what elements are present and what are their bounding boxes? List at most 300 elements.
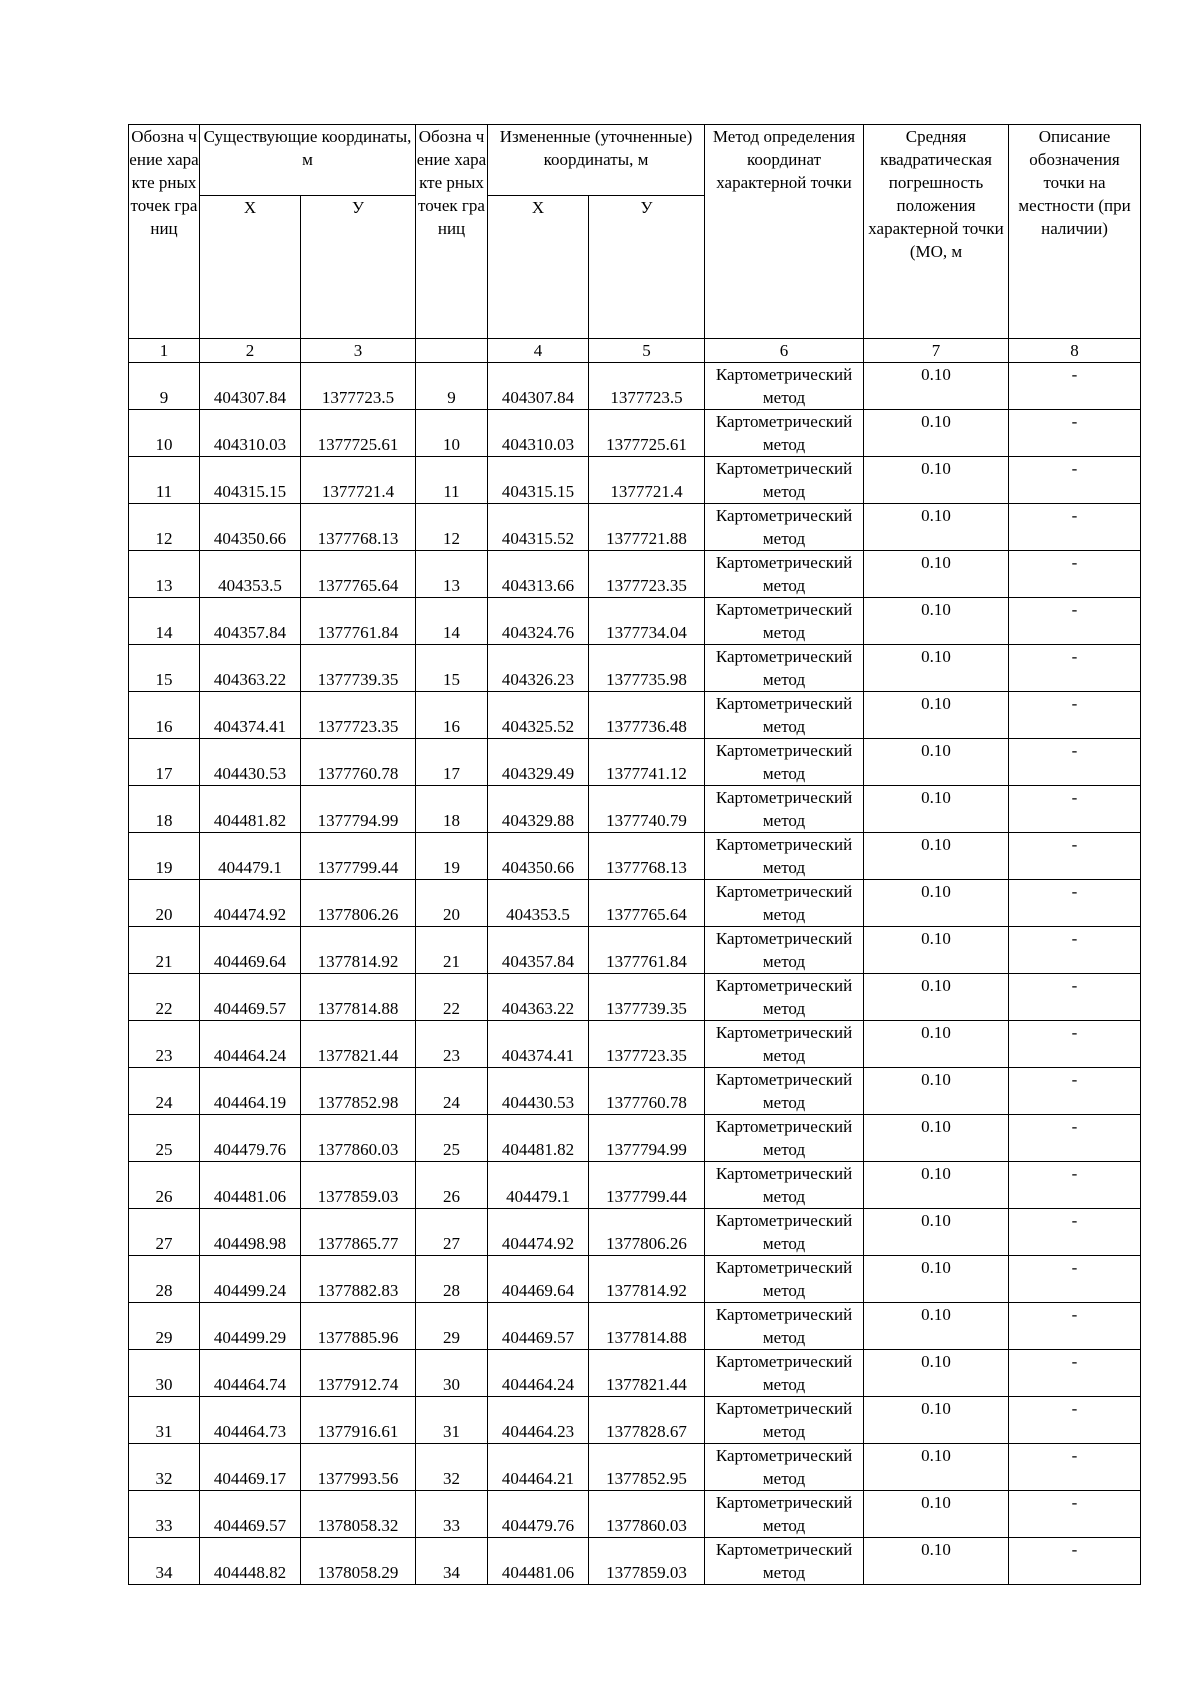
point-changed: 24 xyxy=(416,1068,488,1115)
method-line: метод xyxy=(762,1140,806,1159)
point-existing: 27 xyxy=(129,1209,200,1256)
method-line: Картометрический xyxy=(715,788,853,807)
x-existing: 404464.19 xyxy=(200,1068,301,1115)
point-changed: 13 xyxy=(416,551,488,598)
y-changed: 1377741.12 xyxy=(589,739,705,786)
method-line: метод xyxy=(762,1516,806,1535)
y-existing: 1377799.44 xyxy=(301,833,416,880)
x-changed: 404481.06 xyxy=(488,1538,589,1585)
table-row xyxy=(129,457,1141,504)
method-line: метод xyxy=(762,1469,806,1488)
point-existing: 15 xyxy=(129,645,200,692)
method-line: Картометрический xyxy=(715,1070,853,1089)
table-row xyxy=(129,1115,1141,1162)
method-cell xyxy=(705,1021,864,1068)
point-changed: 18 xyxy=(416,786,488,833)
y-existing: 1377852.98 xyxy=(301,1068,416,1115)
description-cell: - xyxy=(1009,1350,1141,1397)
x-existing: 404469.57 xyxy=(200,1491,301,1538)
x-existing: 404474.92 xyxy=(200,880,301,927)
y-existing: 1377723.5 xyxy=(301,363,416,410)
error-cell: 0.10 xyxy=(864,1162,1009,1209)
point-changed: 10 xyxy=(416,410,488,457)
y-existing: 1377760.78 xyxy=(301,739,416,786)
header-existing-point: Обозна чение характе рных точек границ xyxy=(129,125,200,339)
error-cell: 0.10 xyxy=(864,1115,1009,1162)
method-line: метод xyxy=(762,952,806,971)
point-existing: 31 xyxy=(129,1397,200,1444)
header-y-changed: У xyxy=(589,196,705,339)
description-cell: - xyxy=(1009,880,1141,927)
method-cell xyxy=(705,1115,864,1162)
description-cell: - xyxy=(1009,504,1141,551)
point-changed: 22 xyxy=(416,974,488,1021)
method-line: метод xyxy=(762,388,806,407)
table-row xyxy=(129,974,1141,1021)
error-cell: 0.10 xyxy=(864,410,1009,457)
table-row xyxy=(129,551,1141,598)
y-existing: 1377806.26 xyxy=(301,880,416,927)
x-existing: 404374.41 xyxy=(200,692,301,739)
header-changed-point: Обозна чение характе рных точек границ xyxy=(416,125,488,339)
method-line: Картометрический xyxy=(715,1211,853,1230)
table-row xyxy=(129,739,1141,786)
point-existing: 33 xyxy=(129,1491,200,1538)
y-existing: 1378058.29 xyxy=(301,1538,416,1585)
header-x-changed: Х xyxy=(488,196,589,339)
method-line: метод xyxy=(762,764,806,783)
error-cell: 0.10 xyxy=(864,1021,1009,1068)
table-row xyxy=(129,1021,1141,1068)
point-existing: 29 xyxy=(129,1303,200,1350)
x-existing: 404469.64 xyxy=(200,927,301,974)
x-existing: 404464.74 xyxy=(200,1350,301,1397)
coordinates-table xyxy=(128,124,1141,1585)
point-changed: 30 xyxy=(416,1350,488,1397)
method-cell xyxy=(705,1444,864,1491)
point-changed: 25 xyxy=(416,1115,488,1162)
x-changed: 404430.53 xyxy=(488,1068,589,1115)
method-cell xyxy=(705,974,864,1021)
y-changed: 1377761.84 xyxy=(589,927,705,974)
table-row xyxy=(129,598,1141,645)
y-changed: 1377860.03 xyxy=(589,1491,705,1538)
header-description: Описание обозначения точки на местности (при наличии) xyxy=(1009,125,1141,339)
x-existing: 404310.03 xyxy=(200,410,301,457)
point-existing: 32 xyxy=(129,1444,200,1491)
point-changed: 27 xyxy=(416,1209,488,1256)
x-existing: 404499.29 xyxy=(200,1303,301,1350)
method-line: метод xyxy=(762,1046,806,1065)
method-cell xyxy=(705,833,864,880)
y-existing: 1377882.83 xyxy=(301,1256,416,1303)
method-line: Картометрический xyxy=(715,976,853,995)
table-row xyxy=(129,1256,1141,1303)
error-cell: 0.10 xyxy=(864,1491,1009,1538)
x-existing: 404307.84 xyxy=(200,363,301,410)
y-existing: 1377865.77 xyxy=(301,1209,416,1256)
method-line: Картометрический xyxy=(715,600,853,619)
x-existing: 404469.17 xyxy=(200,1444,301,1491)
method-line: Картометрический xyxy=(715,1117,853,1136)
header-existing-coords: Существующие координаты, м xyxy=(200,125,416,196)
method-line: метод xyxy=(762,1563,806,1582)
x-changed: 404363.22 xyxy=(488,974,589,1021)
method-line: Картометрический xyxy=(715,882,853,901)
x-changed: 404481.82 xyxy=(488,1115,589,1162)
method-cell xyxy=(705,1162,864,1209)
error-cell: 0.10 xyxy=(864,457,1009,504)
table-row xyxy=(129,1397,1141,1444)
method-line: Картометрический xyxy=(715,835,853,854)
point-changed: 11 xyxy=(416,457,488,504)
method-line: Картометрический xyxy=(715,929,853,948)
description-cell: - xyxy=(1009,1303,1141,1350)
y-changed: 1377799.44 xyxy=(589,1162,705,1209)
method-line: метод xyxy=(762,1281,806,1300)
x-existing: 404315.15 xyxy=(200,457,301,504)
y-existing: 1377885.96 xyxy=(301,1303,416,1350)
y-changed: 1377725.61 xyxy=(589,410,705,457)
description-cell: - xyxy=(1009,645,1141,692)
method-line: метод xyxy=(762,717,806,736)
description-cell: - xyxy=(1009,739,1141,786)
table-row xyxy=(129,1162,1141,1209)
description-cell: - xyxy=(1009,1397,1141,1444)
x-changed: 404353.5 xyxy=(488,880,589,927)
method-line: Картометрический xyxy=(715,459,853,478)
method-line: метод xyxy=(762,435,806,454)
document-page xyxy=(128,124,1140,1585)
point-changed: 21 xyxy=(416,927,488,974)
method-line: Картометрический xyxy=(715,506,853,525)
y-existing: 1377739.35 xyxy=(301,645,416,692)
x-existing: 404350.66 xyxy=(200,504,301,551)
header-y-existing: У xyxy=(301,196,416,339)
table-row xyxy=(129,1068,1141,1115)
point-existing: 28 xyxy=(129,1256,200,1303)
x-changed: 404479.1 xyxy=(488,1162,589,1209)
y-existing: 1378058.32 xyxy=(301,1491,416,1538)
method-cell xyxy=(705,1538,864,1585)
x-existing: 404479.76 xyxy=(200,1115,301,1162)
x-changed: 404464.21 xyxy=(488,1444,589,1491)
point-existing: 19 xyxy=(129,833,200,880)
method-cell xyxy=(705,1256,864,1303)
col-number xyxy=(416,339,488,363)
y-existing: 1377794.99 xyxy=(301,786,416,833)
x-changed: 404479.76 xyxy=(488,1491,589,1538)
y-changed: 1377723.5 xyxy=(589,363,705,410)
table-row xyxy=(129,504,1141,551)
point-changed: 32 xyxy=(416,1444,488,1491)
header-row-numbers xyxy=(129,339,1141,363)
y-existing: 1377768.13 xyxy=(301,504,416,551)
point-changed: 19 xyxy=(416,833,488,880)
table-row xyxy=(129,645,1141,692)
description-cell: - xyxy=(1009,363,1141,410)
description-cell: - xyxy=(1009,1068,1141,1115)
description-cell: - xyxy=(1009,927,1141,974)
method-cell xyxy=(705,692,864,739)
point-existing: 25 xyxy=(129,1115,200,1162)
point-existing: 10 xyxy=(129,410,200,457)
header-row-top xyxy=(129,125,1141,196)
method-line: метод xyxy=(762,905,806,924)
y-changed: 1377735.98 xyxy=(589,645,705,692)
method-line: метод xyxy=(762,858,806,877)
x-changed: 404315.52 xyxy=(488,504,589,551)
col-number: 4 xyxy=(488,339,589,363)
point-existing: 12 xyxy=(129,504,200,551)
method-line: метод xyxy=(762,999,806,1018)
method-line: метод xyxy=(762,623,806,642)
error-cell: 0.10 xyxy=(864,1303,1009,1350)
method-line: метод xyxy=(762,1187,806,1206)
point-existing: 26 xyxy=(129,1162,200,1209)
method-line: Картометрический xyxy=(715,694,853,713)
error-cell: 0.10 xyxy=(864,504,1009,551)
description-cell: - xyxy=(1009,974,1141,1021)
y-existing: 1377814.88 xyxy=(301,974,416,1021)
x-changed: 404326.23 xyxy=(488,645,589,692)
method-cell xyxy=(705,739,864,786)
x-existing: 404357.84 xyxy=(200,598,301,645)
point-changed: 29 xyxy=(416,1303,488,1350)
header-error: Средняя квадратическая погрешность положения характерной точки (МО, м xyxy=(864,125,1009,339)
description-cell: - xyxy=(1009,833,1141,880)
x-changed: 404374.41 xyxy=(488,1021,589,1068)
method-line: Картометрический xyxy=(715,647,853,666)
method-cell xyxy=(705,1491,864,1538)
error-cell: 0.10 xyxy=(864,1256,1009,1303)
x-existing: 404481.82 xyxy=(200,786,301,833)
method-line: Картометрический xyxy=(715,553,853,572)
method-line: метод xyxy=(762,1093,806,1112)
x-changed: 404357.84 xyxy=(488,927,589,974)
x-changed: 404325.52 xyxy=(488,692,589,739)
method-line: Картометрический xyxy=(715,1446,853,1465)
x-existing: 404481.06 xyxy=(200,1162,301,1209)
method-line: Картометрический xyxy=(715,1399,853,1418)
table-row xyxy=(129,1491,1141,1538)
table-row xyxy=(129,833,1141,880)
description-cell: - xyxy=(1009,1115,1141,1162)
method-cell xyxy=(705,363,864,410)
description-cell: - xyxy=(1009,551,1141,598)
method-line: Картометрический xyxy=(715,1305,853,1324)
table-row xyxy=(129,1538,1141,1585)
col-number: 2 xyxy=(200,339,301,363)
point-changed: 9 xyxy=(416,363,488,410)
error-cell: 0.10 xyxy=(864,1068,1009,1115)
method-cell xyxy=(705,786,864,833)
method-cell xyxy=(705,410,864,457)
method-cell xyxy=(705,880,864,927)
error-cell: 0.10 xyxy=(864,974,1009,1021)
table-row xyxy=(129,1209,1141,1256)
description-cell: - xyxy=(1009,457,1141,504)
method-line: Картометрический xyxy=(715,1023,853,1042)
method-line: Картометрический xyxy=(715,412,853,431)
error-cell: 0.10 xyxy=(864,363,1009,410)
point-existing: 11 xyxy=(129,457,200,504)
method-line: метод xyxy=(762,1328,806,1347)
y-changed: 1377806.26 xyxy=(589,1209,705,1256)
point-existing: 17 xyxy=(129,739,200,786)
col-number: 6 xyxy=(705,339,864,363)
point-changed: 33 xyxy=(416,1491,488,1538)
point-changed: 16 xyxy=(416,692,488,739)
point-changed: 34 xyxy=(416,1538,488,1585)
method-cell xyxy=(705,1397,864,1444)
table-row xyxy=(129,363,1141,410)
y-changed: 1377852.95 xyxy=(589,1444,705,1491)
y-changed: 1377821.44 xyxy=(589,1350,705,1397)
point-changed: 28 xyxy=(416,1256,488,1303)
x-changed: 404464.23 xyxy=(488,1397,589,1444)
x-changed: 404329.88 xyxy=(488,786,589,833)
point-existing: 20 xyxy=(129,880,200,927)
method-line: метод xyxy=(762,1375,806,1394)
method-cell xyxy=(705,1068,864,1115)
y-existing: 1377725.61 xyxy=(301,410,416,457)
x-changed: 404469.57 xyxy=(488,1303,589,1350)
error-cell: 0.10 xyxy=(864,1444,1009,1491)
col-number: 7 xyxy=(864,339,1009,363)
table-row xyxy=(129,692,1141,739)
method-line: Картометрический xyxy=(715,1258,853,1277)
col-number: 8 xyxy=(1009,339,1141,363)
y-existing: 1377765.64 xyxy=(301,551,416,598)
x-existing: 404363.22 xyxy=(200,645,301,692)
x-changed: 404307.84 xyxy=(488,363,589,410)
y-existing: 1377821.44 xyxy=(301,1021,416,1068)
point-changed: 17 xyxy=(416,739,488,786)
method-cell xyxy=(705,551,864,598)
y-existing: 1377761.84 xyxy=(301,598,416,645)
method-line: Картометрический xyxy=(715,741,853,760)
error-cell: 0.10 xyxy=(864,739,1009,786)
table-row xyxy=(129,410,1141,457)
y-changed: 1377736.48 xyxy=(589,692,705,739)
y-changed: 1377765.64 xyxy=(589,880,705,927)
x-changed: 404324.76 xyxy=(488,598,589,645)
point-changed: 15 xyxy=(416,645,488,692)
y-changed: 1377828.67 xyxy=(589,1397,705,1444)
point-changed: 20 xyxy=(416,880,488,927)
method-line: метод xyxy=(762,529,806,548)
error-cell: 0.10 xyxy=(864,1209,1009,1256)
y-changed: 1377740.79 xyxy=(589,786,705,833)
method-cell xyxy=(705,598,864,645)
x-changed: 404315.15 xyxy=(488,457,589,504)
point-existing: 21 xyxy=(129,927,200,974)
col-number: 5 xyxy=(589,339,705,363)
description-cell: - xyxy=(1009,786,1141,833)
description-cell: - xyxy=(1009,1444,1141,1491)
y-changed: 1377768.13 xyxy=(589,833,705,880)
point-existing: 22 xyxy=(129,974,200,1021)
y-changed: 1377859.03 xyxy=(589,1538,705,1585)
description-cell: - xyxy=(1009,410,1141,457)
y-existing: 1377860.03 xyxy=(301,1115,416,1162)
method-line: Картометрический xyxy=(715,1493,853,1512)
x-existing: 404469.57 xyxy=(200,974,301,1021)
point-existing: 23 xyxy=(129,1021,200,1068)
method-line: метод xyxy=(762,1234,806,1253)
y-existing: 1377916.61 xyxy=(301,1397,416,1444)
col-number: 3 xyxy=(301,339,416,363)
method-line: Картометрический xyxy=(715,365,853,384)
error-cell: 0.10 xyxy=(864,598,1009,645)
method-cell xyxy=(705,1350,864,1397)
x-existing: 404430.53 xyxy=(200,739,301,786)
description-cell: - xyxy=(1009,1209,1141,1256)
point-existing: 14 xyxy=(129,598,200,645)
error-cell: 0.10 xyxy=(864,927,1009,974)
table-row xyxy=(129,880,1141,927)
error-cell: 0.10 xyxy=(864,1397,1009,1444)
table-row xyxy=(129,1444,1141,1491)
point-existing: 30 xyxy=(129,1350,200,1397)
x-changed: 404469.64 xyxy=(488,1256,589,1303)
error-cell: 0.10 xyxy=(864,833,1009,880)
point-existing: 34 xyxy=(129,1538,200,1585)
table-row xyxy=(129,1303,1141,1350)
point-changed: 31 xyxy=(416,1397,488,1444)
y-changed: 1377723.35 xyxy=(589,1021,705,1068)
x-existing: 404498.98 xyxy=(200,1209,301,1256)
point-changed: 12 xyxy=(416,504,488,551)
x-changed: 404464.24 xyxy=(488,1350,589,1397)
header-changed-coords: Измененные (уточненные) координаты, м xyxy=(488,125,705,196)
method-cell xyxy=(705,1303,864,1350)
point-changed: 26 xyxy=(416,1162,488,1209)
x-changed: 404474.92 xyxy=(488,1209,589,1256)
description-cell: - xyxy=(1009,1491,1141,1538)
x-changed: 404329.49 xyxy=(488,739,589,786)
point-existing: 13 xyxy=(129,551,200,598)
error-cell: 0.10 xyxy=(864,786,1009,833)
y-existing: 1377859.03 xyxy=(301,1162,416,1209)
table-row xyxy=(129,786,1141,833)
description-cell: - xyxy=(1009,692,1141,739)
y-changed: 1377734.04 xyxy=(589,598,705,645)
x-existing: 404448.82 xyxy=(200,1538,301,1585)
y-changed: 1377721.88 xyxy=(589,504,705,551)
error-cell: 0.10 xyxy=(864,645,1009,692)
error-cell: 0.10 xyxy=(864,1350,1009,1397)
y-existing: 1377814.92 xyxy=(301,927,416,974)
x-existing: 404464.73 xyxy=(200,1397,301,1444)
table-row xyxy=(129,927,1141,974)
method-cell xyxy=(705,645,864,692)
y-existing: 1377993.56 xyxy=(301,1444,416,1491)
y-existing: 1377912.74 xyxy=(301,1350,416,1397)
point-changed: 23 xyxy=(416,1021,488,1068)
header-method: Метод определения координат характерной точки xyxy=(705,125,864,339)
x-existing: 404464.24 xyxy=(200,1021,301,1068)
method-line: метод xyxy=(762,1422,806,1441)
error-cell: 0.10 xyxy=(864,880,1009,927)
error-cell: 0.10 xyxy=(864,1538,1009,1585)
method-cell xyxy=(705,927,864,974)
description-cell: - xyxy=(1009,598,1141,645)
y-changed: 1377760.78 xyxy=(589,1068,705,1115)
description-cell: - xyxy=(1009,1021,1141,1068)
description-cell: - xyxy=(1009,1162,1141,1209)
